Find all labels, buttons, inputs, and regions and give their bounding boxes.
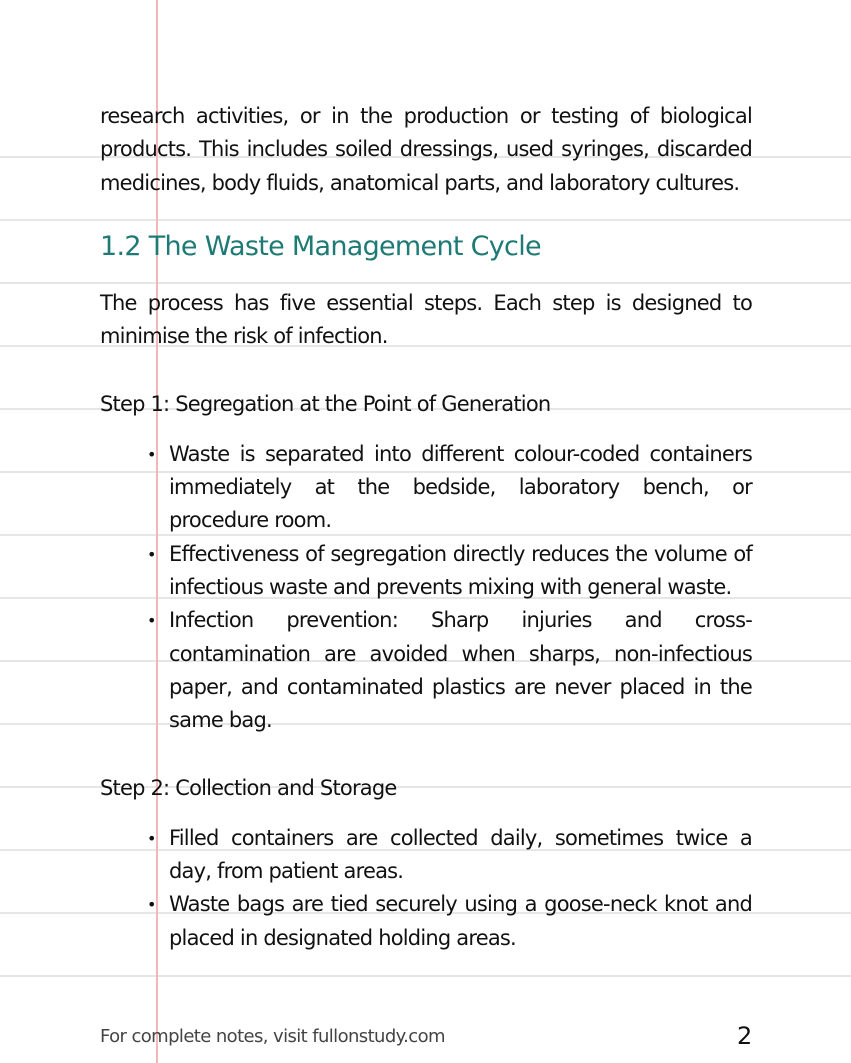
section-heading: 1.2 The Waste Management Cycle <box>100 230 541 262</box>
step-title: Step 1: Segregation at the Point of Generation <box>100 392 551 417</box>
section-intro-paragraph: The process has five essential steps. Each step is designed to minimise the risk of infection. <box>100 290 752 349</box>
list-item: • Waste is separated into different colour-coded containers immediately at the bedside, laboratory bench, or procedure room. <box>169 438 752 538</box>
list-item: • Waste bags are tied securely using a goose-neck knot and placed in designated holding areas. <box>169 888 752 955</box>
page-content <box>100 100 752 955</box>
step-1-bullet-list <box>100 438 752 738</box>
step-title: Step 2: Collection and Storage <box>100 776 397 801</box>
footer-note: For complete notes, visit fullonstudy.com <box>100 1026 445 1047</box>
page-number: 2 <box>737 1022 753 1050</box>
list-item: • Filled containers are collected daily, sometimes twice a day, from patient areas. <box>169 822 752 889</box>
ruled-line <box>0 975 851 977</box>
list-item: • Infection prevention: Sharp injuries and cross-contamination are avoided when sharps, non-infectious paper, and contaminated plastics are never placed in the same bag. <box>169 604 752 737</box>
list-item: • Effectiveness of segregation directly reduces the volume of infectious waste and prevents mixing with general waste. <box>169 538 752 605</box>
step-2-bullet-list <box>100 822 752 955</box>
intro-paragraph: research activities, or in the production or testing of biological products. This includes soiled dressings, used syringes, discarded medicines, body fluids, anatomical parts, and laboratory cultures. <box>100 104 752 195</box>
